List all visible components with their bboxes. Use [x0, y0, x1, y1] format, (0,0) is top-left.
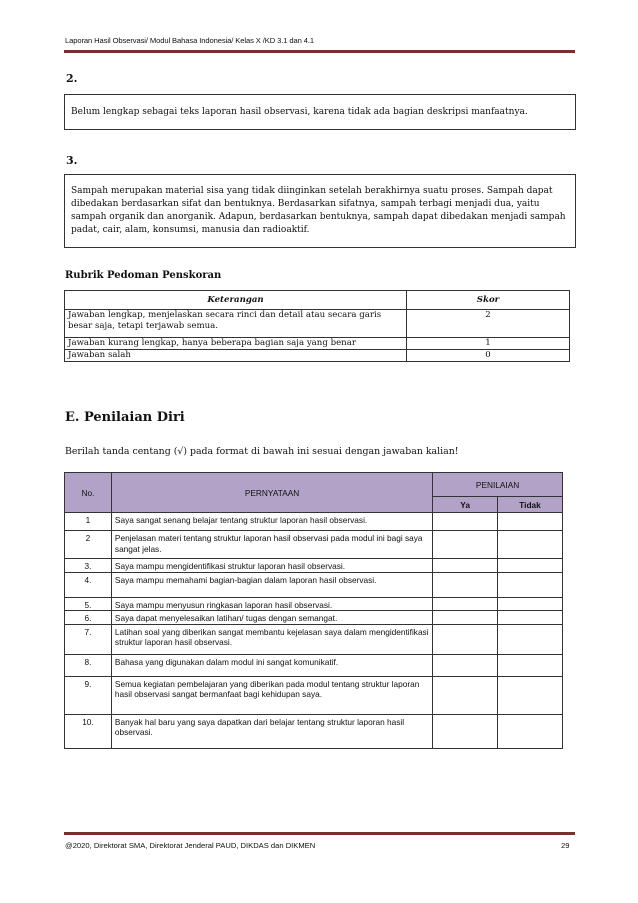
header-ya: Ya: [433, 497, 498, 513]
row-statement: Saya dapat menyelesaikan latihan/ tugas dengan semangat.: [111, 611, 432, 625]
row-no: 5.: [65, 597, 112, 611]
answer-text: Sampah merupakan material sisa yang tidak diinginkan setelah berakhirnya suatu proses. Sampah dapat dibedakan berdasarkan sifat dan bentuknya. Berdasarkan sifatnya, sampah terbagi menjadi dua, yaitu sampah organik dan anorganik. Adapun, berdasarkan bentuknya, sampah dapat dibedakan menjadi sampah padat, cair, alam, konsumsi, manusia dan radioaktif.: [71, 186, 566, 235]
table-row: [65, 338, 570, 350]
section-instruction: Berilah tanda centang (√) pada format di bawah ini sesuai dengan jawaban kalian!: [65, 446, 459, 457]
ya-cell[interactable]: [433, 624, 498, 654]
penilaian-diri-table: [64, 472, 563, 749]
ya-cell[interactable]: [433, 654, 498, 676]
row-no: 9.: [65, 676, 112, 714]
row-no: 7.: [65, 624, 112, 654]
row-no: 3.: [65, 559, 112, 573]
running-header: Laporan Hasil Observasi/ Modul Bahasa Indonesia/ Kelas X /KD 3.1 dan 4.1: [65, 36, 315, 45]
section-title: E. Penilaian Diri: [65, 410, 185, 425]
answer-box: [64, 94, 576, 130]
table-row: [65, 350, 570, 362]
footer-rule: [64, 832, 575, 835]
row-no: 1: [65, 513, 112, 531]
rubric-keterangan: Jawaban kurang lengkap, hanya beberapa bagian saja yang benar: [65, 338, 407, 350]
ya-cell[interactable]: [433, 611, 498, 625]
answer-number: 2.: [66, 72, 78, 85]
table-row: [65, 611, 563, 625]
row-statement: Bahasa yang digunakan dalam modul ini sangat komunikatif.: [111, 654, 432, 676]
tidak-cell[interactable]: [498, 597, 563, 611]
table-row: [65, 531, 563, 559]
tidak-cell[interactable]: [498, 611, 563, 625]
rubric-keterangan: Jawaban salah: [65, 350, 407, 362]
row-no: 2: [65, 531, 112, 559]
rubric-keterangan: Jawaban lengkap, menjelaskan secara rinci dan detail atau secara garis besar saja, tetapi terjawab semua.: [65, 310, 407, 338]
rubric-table: [64, 290, 570, 362]
rubric-skor: 1: [407, 338, 570, 350]
rubric-header-keterangan: Keterangan: [65, 291, 407, 310]
header-tidak: Tidak: [498, 497, 563, 513]
header-pernyataan: PERNYATAAN: [111, 473, 432, 513]
ya-cell[interactable]: [433, 513, 498, 531]
tidak-cell[interactable]: [498, 654, 563, 676]
answer-text: Belum lengkap sebagai teks laporan hasil observasi, karena tidak ada bagian deskripsi manfaatnya.: [71, 107, 528, 117]
tidak-cell[interactable]: [498, 676, 563, 714]
ya-cell[interactable]: [433, 714, 498, 748]
row-no: 6.: [65, 611, 112, 625]
answer-box: [64, 174, 576, 248]
table-row: [65, 714, 563, 748]
ya-cell[interactable]: [433, 572, 498, 597]
table-row: [65, 597, 563, 611]
table-row: [65, 559, 563, 573]
ya-cell[interactable]: [433, 676, 498, 714]
tidak-cell[interactable]: [498, 531, 563, 559]
table-row: [65, 513, 563, 531]
row-no: 8.: [65, 654, 112, 676]
header-penilaian: PENILAIAN: [433, 473, 563, 497]
footer-text: @2020, Direktorat SMA, Direktorat Jenderal PAUD, DIKDAS dan DIKMEN: [65, 841, 316, 850]
answer-number: 3.: [66, 154, 78, 167]
tidak-cell[interactable]: [498, 559, 563, 573]
table-row: [65, 654, 563, 676]
row-no: 10.: [65, 714, 112, 748]
row-statement: Latihan soal yang diberikan sangat membantu kejelasan saya dalam mengidentifikasi struktur laporan hasil observasi.: [111, 624, 432, 654]
ya-cell[interactable]: [433, 597, 498, 611]
row-no: 4.: [65, 572, 112, 597]
table-row: [65, 572, 563, 597]
rubric-title: Rubrik Pedoman Penskoran: [65, 270, 222, 281]
row-statement: Banyak hal baru yang saya dapatkan dari belajar tentang struktur laporan hasil observasi.: [111, 714, 432, 748]
rubric-skor: 0: [407, 350, 570, 362]
rubric-header-skor: Skor: [407, 291, 570, 310]
header-no: No.: [65, 473, 112, 513]
tidak-cell[interactable]: [498, 624, 563, 654]
table-row: [65, 676, 563, 714]
tidak-cell[interactable]: [498, 714, 563, 748]
row-statement: Saya mampu menyusun ringkasan laporan hasil observasi.: [111, 597, 432, 611]
row-statement: Saya mampu mengidentifikasi struktur laporan hasil observasi.: [111, 559, 432, 573]
header-rule: [64, 50, 575, 53]
tidak-cell[interactable]: [498, 513, 563, 531]
page-number: 29: [561, 841, 570, 850]
table-row: [65, 310, 570, 338]
row-statement: Saya sangat senang belajar tentang struktur laporan hasil observasi.: [111, 513, 432, 531]
tidak-cell[interactable]: [498, 572, 563, 597]
row-statement: Semua kegiatan pembelajaran yang diberikan pada modul tentang struktur laporan hasil observasi sangat bermanfaat bagi kehidupan saya.: [111, 676, 432, 714]
row-statement: Saya mampu memahami bagian-bagian dalam laporan hasil observasi.: [111, 572, 432, 597]
rubric-skor: 2: [407, 310, 570, 338]
ya-cell[interactable]: [433, 559, 498, 573]
row-statement: Penjelasan materi tentang struktur laporan hasil observasi pada modul ini bagi saya sangat jelas.: [111, 531, 432, 559]
table-row: [65, 624, 563, 654]
ya-cell[interactable]: [433, 531, 498, 559]
